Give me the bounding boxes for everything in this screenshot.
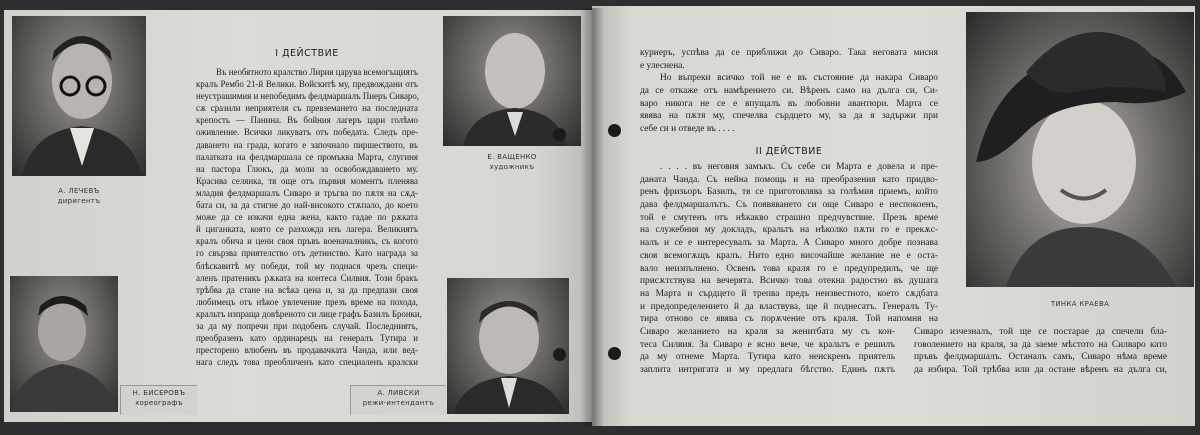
text-line: трѣбва да стане на всѣка цена и, за да предпази своя xyxy=(196,284,418,295)
text-line: теса Силвия. За Сиваро е ясно вече, че кральтъ е решилъ xyxy=(640,339,895,350)
text-line: вало неизпълнено. Освенъ това краля го е предупредилъ, че ще xyxy=(640,263,938,274)
act-1-synopsis-end xyxy=(640,47,938,136)
text-line: за да му попречи при подобенъ случай. Последниятъ, xyxy=(196,320,418,331)
man-in-suit-portrait xyxy=(447,278,569,414)
portrait-name: Н. БИСЕРОВЪ xyxy=(132,389,186,397)
text-line: сѫ сразили неприятеля съ превземането на последната xyxy=(196,103,418,114)
act-2-title: II ДЕЙСТВИЕ xyxy=(755,146,823,157)
text-line: бата си, за да стигне до най-високото стѫпало, до което xyxy=(196,200,418,211)
text-line: на пастора Глюкъ, да моли за освобождаването му. xyxy=(196,163,418,174)
portrait-role: диригентъ xyxy=(57,197,101,205)
text-line: даната Чанда. Съ нейна помощь и на преобразения като придво- xyxy=(640,174,938,185)
punch-hole xyxy=(608,347,621,360)
text-line: кралъ Рембо 21-й Велики. Войскитѣ му, предвождани отъ xyxy=(196,79,418,90)
act-1-title: I ДЕЙСТВИЕ xyxy=(275,48,339,59)
text-line: й циганката, която се разхожда изъ лагера. Великиятъ xyxy=(196,224,418,235)
act-2-synopsis xyxy=(640,161,938,326)
portrait-photo-bisserov xyxy=(10,276,118,412)
text-line: . . . . въ неговия замъкъ. Съ себе си Марта е довела и пре- xyxy=(660,162,938,172)
portrait-photo-livski xyxy=(447,278,569,414)
caption-kraeva: ТИНКА КРАЕВА xyxy=(1050,300,1110,308)
portrait-role: хореографъ xyxy=(135,399,183,407)
text-line: палатката на фелдмаршала се промъква Марта, слугиня xyxy=(196,151,418,162)
text-line: налъ и се е интересувалъ за Марта. А Сиваро много добре познава xyxy=(640,238,938,249)
text-line: аленъ пратеникъ рѫката на контеса Силвия. Този бракъ xyxy=(196,272,418,283)
text-line: да се откаже отъ намѣрението си. Вѣренъ само на дълга си, Си- xyxy=(640,86,938,97)
text-line: дава фелдмаршалътъ. Съ появяването си още Сиваро е неспокоенъ, xyxy=(640,200,938,211)
act-2-synopsis-continued xyxy=(914,326,1167,377)
text-line: пръвъ фелдмаршалъ. Останалъ самъ, Сиваро нѣма време xyxy=(914,352,1167,363)
text-line: варо никога не се е впущалъ въ любовни авантюри. Марта се xyxy=(640,98,938,109)
text-line: кральтъ изпраща довѣреното си лице графъ Базилъ Бронки, xyxy=(196,308,422,319)
punch-hole xyxy=(553,128,566,141)
text-line: той е смутенъ отъ нѣкакво страшно предчувствие. Презъ време xyxy=(640,212,938,223)
text-line: тира отново се явява съ порѫчение отъ краля. Той напомня на xyxy=(640,314,938,325)
young-man-portrait xyxy=(10,276,118,412)
text-line: куриеръ, успѣва да се приближи до Сиваро. Така неговата мисия xyxy=(640,48,938,58)
portrait-photo-vashchenko xyxy=(443,16,581,146)
text-line: да му отнеме Марта. Тутира като неискренъ приятель xyxy=(640,352,895,363)
portrait-photo-lechev xyxy=(12,16,146,176)
text-line: даването на града, когато е започнало пиршеството, въ xyxy=(196,139,418,150)
text-line: своя всемогѫщъ кралъ. Нито едно височайше желание не е оста- xyxy=(640,250,938,261)
text-line: престорено влюбенъ въ продавачката Чанда, или вед- xyxy=(196,345,418,356)
caption-livski xyxy=(350,385,446,415)
text-line: явява на пѫтя му, спечелва сърдцето му, за да я задържи при xyxy=(640,111,938,122)
caption-vashchenko xyxy=(443,152,581,172)
text-line: блѣскавитѣ му победи, той му поднася чрезъ специ- xyxy=(196,260,418,271)
portrait-name: А. ЛИВСКИ xyxy=(377,389,420,397)
text-line: Сиваро желанието на краля за женитбата му съ кон- xyxy=(640,327,895,337)
bald-man-portrait xyxy=(443,16,581,146)
text-line: крепость — Панина. Въ бойния лагеръ цари голѣмо xyxy=(196,115,418,126)
text-line: Красива селянка, тя още отъ първия моментъ пленява xyxy=(196,175,418,186)
caption-bisserov xyxy=(120,385,197,415)
man-with-glasses-portrait xyxy=(12,16,146,176)
portrait-role: режи-интендантъ xyxy=(362,399,435,407)
punch-hole xyxy=(553,348,566,361)
punch-hole xyxy=(608,124,621,137)
text-line: заплита интригата и му предлага бѣгство. Единъ пѫтъ xyxy=(640,365,895,376)
text-line: Сиваро изчезналъ, той ще се постарае да спечели бла- xyxy=(914,327,1167,337)
text-line: присѫтствува на вечерята. Всичко това отекна радостно въ душата xyxy=(640,276,938,287)
text-line: на служебния му докладъ, кральтъ на нѣколко пѫти го е прекѫс- xyxy=(640,225,938,236)
text-line: неустрашимия и непобедимъ фелдмаршалъ Пиеръ Сиваро, xyxy=(196,91,419,102)
act-1-synopsis xyxy=(196,66,422,368)
text-line: любимецъ отъ нѣкое увлечение презъ време на похода, xyxy=(196,296,418,307)
text-line: говолението на краля, за да заеме мѣстото на Силваро като xyxy=(914,339,1167,350)
caption-lechev xyxy=(12,186,146,206)
text-line: младия фелдмаршалъ Сиваро и тръгва по пѫтя на сѫд- xyxy=(196,187,418,198)
text-line: кралъ обича и цени своя пръвъ военачалникъ, съ когото xyxy=(196,236,418,247)
text-line: Въ необятното кралство Лирия царува всемогъщиятъ xyxy=(216,67,418,77)
text-line: нага следъ това преобличенъ като специаленъ кралски xyxy=(196,357,418,368)
text-line: е улеснена. xyxy=(640,60,685,71)
text-line: преобразенъ като ординарецъ на генералъ Тутира и xyxy=(196,333,418,344)
portrait-role: художникъ xyxy=(489,163,535,171)
text-line: да избира. Той трѣбва или да остане вѣренъ на дълга си, xyxy=(914,365,1167,376)
portrait-name: Е. ВАЩЕНКО xyxy=(487,153,537,161)
text-line: може да се изкачи една жена, както гадае по рѫката xyxy=(196,212,418,223)
text-line: себе си и отведе въ . . . . xyxy=(640,124,735,135)
act-2-synopsis-narrow xyxy=(640,326,895,377)
text-line: ренъ фризьоръ Базилъ, тя се приготовлява за голѣмия приемъ, който xyxy=(640,187,938,198)
portrait-photo-kraeva xyxy=(966,12,1194,287)
text-line: и предопределението й да властвува, ще й поднесатъ. Генералъ Ту- xyxy=(640,301,938,312)
text-line: оживление. Всички ликуватъ отъ победата. Следъ пре- xyxy=(196,127,418,138)
text-line: на Марта и сърдцето й трепва предъ неизвестното, което сѫдбата xyxy=(640,288,938,299)
center-fold xyxy=(580,8,604,426)
text-line: го свързва приятелство отъ детинство. Като награда за xyxy=(196,248,418,259)
woman-in-hat-portrait xyxy=(966,12,1194,287)
portrait-name: А. ЛЕЧЕВЪ xyxy=(58,187,100,195)
text-line: Но въпреки всичко той не е въ състояние да накара Сиваро xyxy=(660,73,938,84)
